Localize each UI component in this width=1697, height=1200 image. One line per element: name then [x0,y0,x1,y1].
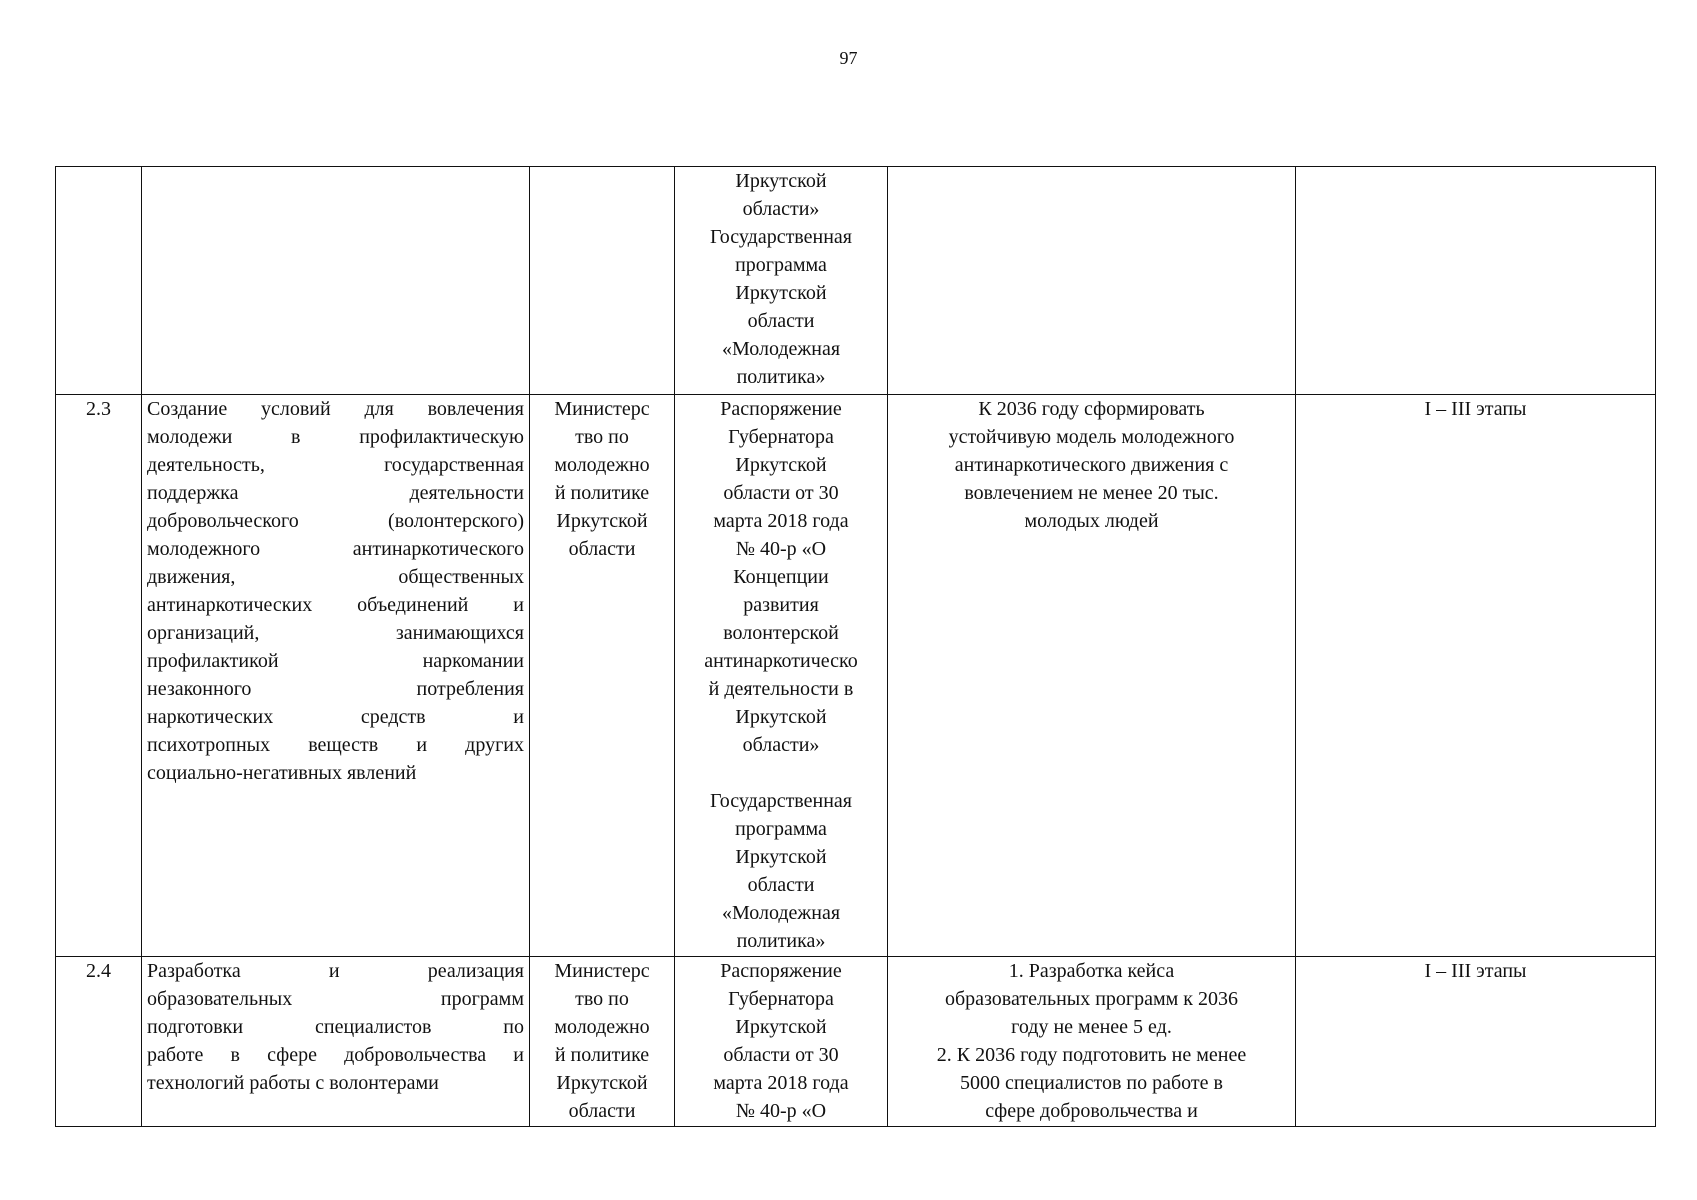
text-line: «Молодежная [721,338,841,360]
text-line: образовательных программ к 2036 [944,988,1239,1010]
text-line: Государственная [709,790,852,812]
text-line: Иркутской [556,1072,648,1094]
text-line: работе в сфере добровольчества и [147,1044,524,1066]
table-row [56,957,1656,1127]
text-line: Иркутской [735,706,827,728]
text-line: программа [735,818,827,840]
text-line: Министерс [554,960,650,982]
text-line: й политике [554,1044,650,1066]
basis-lines-2 [680,787,882,955]
text-line: области» [742,198,820,220]
text-line: Иркутской [556,510,648,532]
text-line: Иркутской [735,170,827,192]
text-line: деятельность, государственная [147,454,524,476]
table-row [56,395,1656,957]
result-lines [893,957,1290,1125]
text-line: Распоряжение [720,960,842,982]
text-line: наркотических средств и [147,706,524,728]
text-line: подготовки специалистов по [147,1016,524,1038]
text-line: области от 30 [723,482,839,504]
text-line: поддержка деятельности [147,482,524,504]
basis-cell [675,395,888,957]
basis-cell [675,957,888,1127]
text-line: молодежно [554,454,650,476]
text-line: политика» [736,366,826,388]
text-line: программа [735,254,827,276]
result-cell [888,167,1296,395]
event-cell [142,395,530,957]
text-line: № 40-р «О [735,1100,827,1122]
text-line: марта 2018 года [713,510,849,532]
result-lines [893,395,1290,535]
text-line: антинаркотического движения с [954,454,1229,476]
text-line: добровольческого (волонтерского) [147,510,524,532]
text-line: Создание условий для вовлечения [147,398,524,420]
executor-lines [535,395,669,563]
row-number-cell: 2.3 [56,395,142,957]
text-line: марта 2018 года [713,1072,849,1094]
text-line: й деятельности в [708,678,854,700]
text-line: «Молодежная [721,902,841,924]
text-line: К 2036 году сформировать [978,398,1205,420]
text-line: Концепции [733,566,829,588]
text-line: молодежно [554,1016,650,1038]
text-line: Государственная [709,226,852,248]
basis-lines [680,395,882,759]
text-line: вовлечением не менее 20 тыс. [964,482,1219,504]
text-line: году не менее 5 ед. [1011,1016,1172,1038]
basis-cell [675,167,888,395]
text-line: тво по [575,426,629,448]
text-line: й политике [554,482,650,504]
stage-cell: I – III этапы [1296,957,1656,1127]
basis-lines [680,167,882,391]
row-number-cell: 2.4 [56,957,142,1127]
event-cell [142,167,530,395]
text-line: антинаркотическо [704,650,858,672]
text-line: развития [743,594,819,616]
text-line: № 40-р «О [735,538,827,560]
text-line: организаций, занимающихся [147,622,524,644]
text-line: Иркутской [735,454,827,476]
text-line: политика» [736,930,826,952]
text-line: Распоряжение [720,398,842,420]
result-cell [888,957,1296,1127]
text-line: 5000 специалистов по работе в [960,1072,1223,1094]
text-line: устойчивую модель молодежного [948,426,1235,448]
text-line: психотропных веществ и других [147,734,524,756]
event-cell [142,957,530,1127]
executor-lines [535,957,669,1125]
executor-cell [530,167,675,395]
page-number: 97 [839,48,858,68]
text-line: волонтерской [723,622,839,644]
basis-lines [680,957,882,1125]
text-line: Иркутской [735,1016,827,1038]
text-line: антинаркотических объединений и [147,594,524,616]
text-line: молодежи в профилактическую [147,426,524,448]
stage-cell [1296,167,1656,395]
text-line: области» [742,734,820,756]
text-line: Губернатора [728,988,834,1010]
text-line: области [747,310,815,332]
row-number-cell [56,167,142,395]
blank-line [680,759,882,787]
text-line: Иркутской [735,282,827,304]
text-line: 1. Разработка кейса [1008,960,1175,982]
text-line: Иркутской [735,846,827,868]
event-lines [147,395,524,787]
text-line: области [568,538,636,560]
text-line: профилактикой наркомании [147,650,524,672]
text-line: молодежного антинаркотического [147,538,524,560]
text-line: тво по [575,988,629,1010]
event-lines [147,957,524,1097]
result-cell [888,395,1296,957]
measures-table [55,166,1656,1127]
text-line: области [568,1100,636,1122]
text-line: движения, общественных [147,566,524,588]
text-line: молодых людей [1024,510,1159,532]
text-line: Министерс [554,398,650,420]
text-line: незаконного потребления [147,678,524,700]
stage-cell: I – III этапы [1296,395,1656,957]
text-line: сфере добровольчества и [985,1100,1198,1122]
text-line: Губернатора [728,426,834,448]
executor-cell [530,395,675,957]
text-line: области [747,874,815,896]
text-line: социально-негативных явлений [147,762,417,784]
text-line: 2. К 2036 году подготовить не менее [936,1044,1247,1066]
text-line: технологий работы с волонтерами [147,1072,439,1094]
text-line: образовательных программ [147,988,524,1010]
text-line: области от 30 [723,1044,839,1066]
table-row [56,167,1656,395]
executor-cell [530,957,675,1127]
text-line: Разработка и реализация [147,960,524,982]
